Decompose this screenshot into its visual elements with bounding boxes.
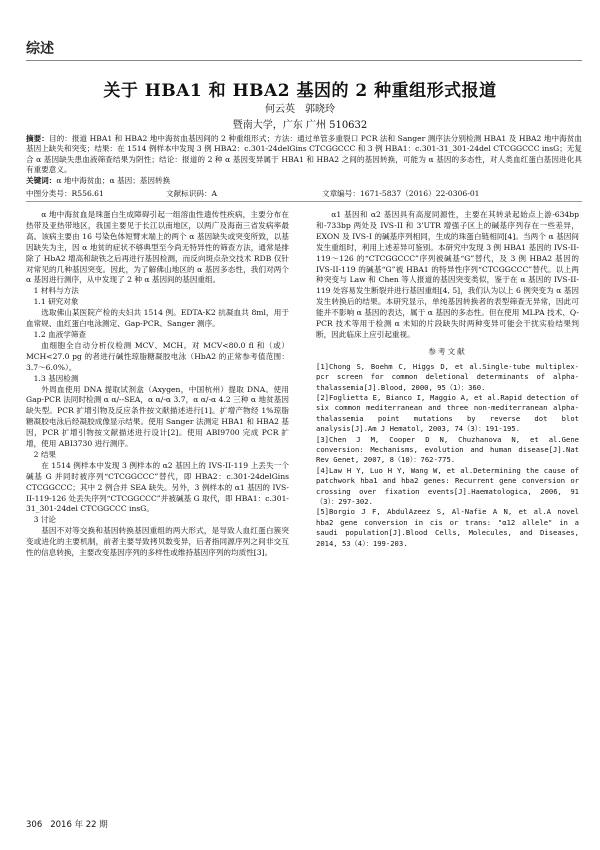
intro-paragraph: α 地中海贫血是珠蛋白生成障碍引起一组溶血性遗传性疾病，主要分布在热带及亚热带地区，我国主要见于长江以南地区，以两广及海南三省发病率最高。该病主要由 16 号染色体短臂末端上的两个 α 基因缺失或突变所致，以基因缺失为主，因 α 地贫的症状不够典型至今尚无特异性的筛查方法，通常是排除了 HbA2 增高和缺铁之后再进行基因检测，而反向斑点杂交技术 RDB 仅针对常见的几种基因突变。因此，为了解佛山地区的 α 基因多态性，我们对两个 α 基因进行测序，从中发现了 2 种 α 基因间的基因重组。 [26, 210, 289, 285]
reference-item: [4]Law H Y, Luo H Y, Wang W, et al.Determining the cause of patchwork hba1 and hba2 genes: Recurrent gene conversion or crossing over fixation events[J].Haematologica, 2006, 91（3）：297-302. [316, 465, 579, 507]
gene-testing-paragraph: 外周血使用 DNA 提取试剂盒（Axygen，中国杭州）提取 DNA。使用 Gap-PCR 法同时检测 α α/--SEA，α α/-α 3.7，α α/-α 4.2 三种 α 地贫基因缺失型。PCR 扩增引物及反应条件按文献描述进行[1]。扩增产物经 1%琼脂糖凝胶电泳后经凝胶成像显示结果。使用 Sanger 法测定 HBA1 和 HBA2 基因，PCR 扩增引物按文献描述进行设计[2]。使用 ABI9700 完成 PCR 扩增，使用 ABI3730 进行测序。 [26, 384, 289, 449]
keywords-label: 关键词： [26, 175, 57, 185]
references-heading: 参考文献 [428, 346, 467, 356]
heading-screening: 1.2 血液学筛查 [33, 329, 87, 339]
clc-number: 中图分类号：R556.61 [26, 189, 104, 198]
results-paragraph: 在 1514 例样本中发现 3 例样本的 α2 基因上的 IVS-II-119 上丢失一个碱基 G 并同时被序列“CTCGGCCC”替代，即 HBA2：c.301-24delGins CTCGGCCC；其中 2 例合并 SEA 缺失。另外，3 例样本的 α1 基因的 IVS-II-119-126 处丢失序列“CTCGGCCC”并被碱基 G 取代，即 HBA1：c.301-31_301-24del CTCGGCCC insG。 [26, 460, 289, 514]
reference-item: [3]Chen J M, Cooper D N, Chuzhanova N, et al.Gene conversion: Mechanisms, evolution and human disease[J].Nat Rev Genet, 2007, 8（10）：762-775. [316, 434, 579, 465]
abstract-block [26, 134, 582, 186]
header-rule [26, 60, 582, 61]
right-column [316, 210, 579, 549]
keywords-text: α 地中海贫血；α 基因；基因转换 [56, 175, 171, 185]
page-footer [26, 818, 116, 830]
heading-results: 2 结果 [33, 449, 57, 459]
document-code: 文献标识码：A [166, 189, 218, 198]
article-authors: 何云英 郭晓玲 [265, 104, 335, 115]
screening-paragraph: 血细胞全自动分析仪检测 MCV、MCH。对 MCV<80.0 fl 和（或）MCH<27.0 pg 的者进行碱性琼脂糖凝胶电泳（HbA2 的正常参考值范围：3.7～6.0%）。 [26, 340, 289, 372]
abstract-text: 目的：报道 HBA1 和 HBA2 地中海贫血基因间的 2 种重组形式；方法：通过单管多重裂口 PCR 法和 Sanger 测序法分别检测 HBA1 及 HBA2 地中海贫血基因上缺失和突变；结果：在 1514 例样本中发现 3 例 HBA2：c.301-24delGins CTCGGCCC 和 3 例 HBA1：c.301-31_301-24del CTCGGCCC insG；无复合 α 基因缺失患血液筛查结果为阴性；结论：报道的 2 种 α 基因变异属于 HBA1 和 HBA2 之间的基因转换，可能为 α 基因的多态性，对人类血红蛋白基因进化具有重要意义。 [26, 134, 583, 175]
heading-subjects: 1.1 研究对象 [33, 297, 79, 307]
issue-label: 2016 年 22 期 [50, 820, 108, 830]
heading-methods: 1 材料与方法 [33, 286, 79, 296]
article-number: 文章编号：1671-5837（2016）22-0306-01 [322, 189, 480, 198]
heading-gene-testing: 1.3 基因检测 [33, 373, 79, 383]
subjects-paragraph: 选取佛山某医院产检的夫妇共 1514 例。EDTA-K2 抗凝血共 8ml，用于血常规、血红蛋白电泳测定、Gap-PCR、Sanger 测序。 [26, 308, 289, 329]
article-affiliation: 暨南大学，广东 广州 510632 [232, 120, 368, 131]
discussion-paragraph: 基因不对等交换和基因转换基因重组的两大形式，是导致人血红蛋白簇突变或进化的主要机制，前者主要导致拷贝数变异，后者指同源序列之间非交互性的信息转换，主要改变基因序列的多样性或维持基因序列的均质性[3]。 [26, 526, 289, 558]
article-title: 关于 HBA1 和 HBA2 基因的 2 种重组形式报道 [103, 81, 497, 101]
reference-item: [1]Chong S, Boehm C, Higgs D, et al.Single-tube multiplex-pcr screen for common deletional determinants of alpha-thalassemia[J].Blood, 2000, 95（1）：360. [316, 361, 579, 392]
page-number: 306 [26, 820, 43, 830]
heading-discussion: 3 讨论 [33, 515, 57, 525]
abstract-label: 摘要： [26, 134, 49, 143]
reference-item: [5]Borgio J F, AbdulAzeez S, Al-Nafie A N, et al.A novel hba2 gene conversion in cis or trans: "α12 allele" in a saudi population[J].Blood Cells, Molecules, and Diseases, 2014, 53（4）：199-203. [316, 507, 579, 548]
section-label: 综述 [26, 41, 54, 57]
classification-line [26, 188, 582, 199]
meta-rule [26, 201, 582, 202]
left-column [26, 210, 289, 559]
reference-item: [2]Foglietta E, Bianco I, Maggio A, et al.Rapid detection of six common mediterranean and three non-mediterranean alpha-thalassemia point mutations by reverse dot blot analysis[J].Am J Hematol, 2003, 74（3）：191-195. [316, 393, 579, 434]
discussion-continued-paragraph: α1 基因和 α2 基因具有高度同源性，主要在其转录起始点上游-634bp 和-733bp 两处及 IVS-II 和 3’UTR 增强子区上的碱基序列存在一些差异，EXON 及 IVS-I 的碱基序列相同，生成的珠蛋白链相同[4]。当两个 α 基因间发生重组时，利用上述差异可鉴别。本研究中发现 3 例 HBA1 基因的 IVS-II-119～126 的“CTCGGCCC”序列被碱基“G”替代，及 3 例 HBA2 基因的 IVS-II-119 的碱基“G”被 HBA1 的特异性序列“CTCGGCCC”替代。以上两种突变与 Law 和 Chen 等人报道的基因突变类似，鉴于在 α 基因的 IVS-II-119 处容易发生断裂并进行基因重组[4, 5]，我们认为以上 6 例突变为 α 基因发生转换后的结果。本研究显示，单纯基因转换者的表型筛查无异常，因此可能并不影响 α 基因的表达，属于 α 基因的多态性。但在使用 MLPA 技术、Q-PCR 技术等用于检测 α 未知的片段缺失时两种变异可能会干扰实验结果判断，因此临床上应引起重视。 [316, 210, 579, 339]
